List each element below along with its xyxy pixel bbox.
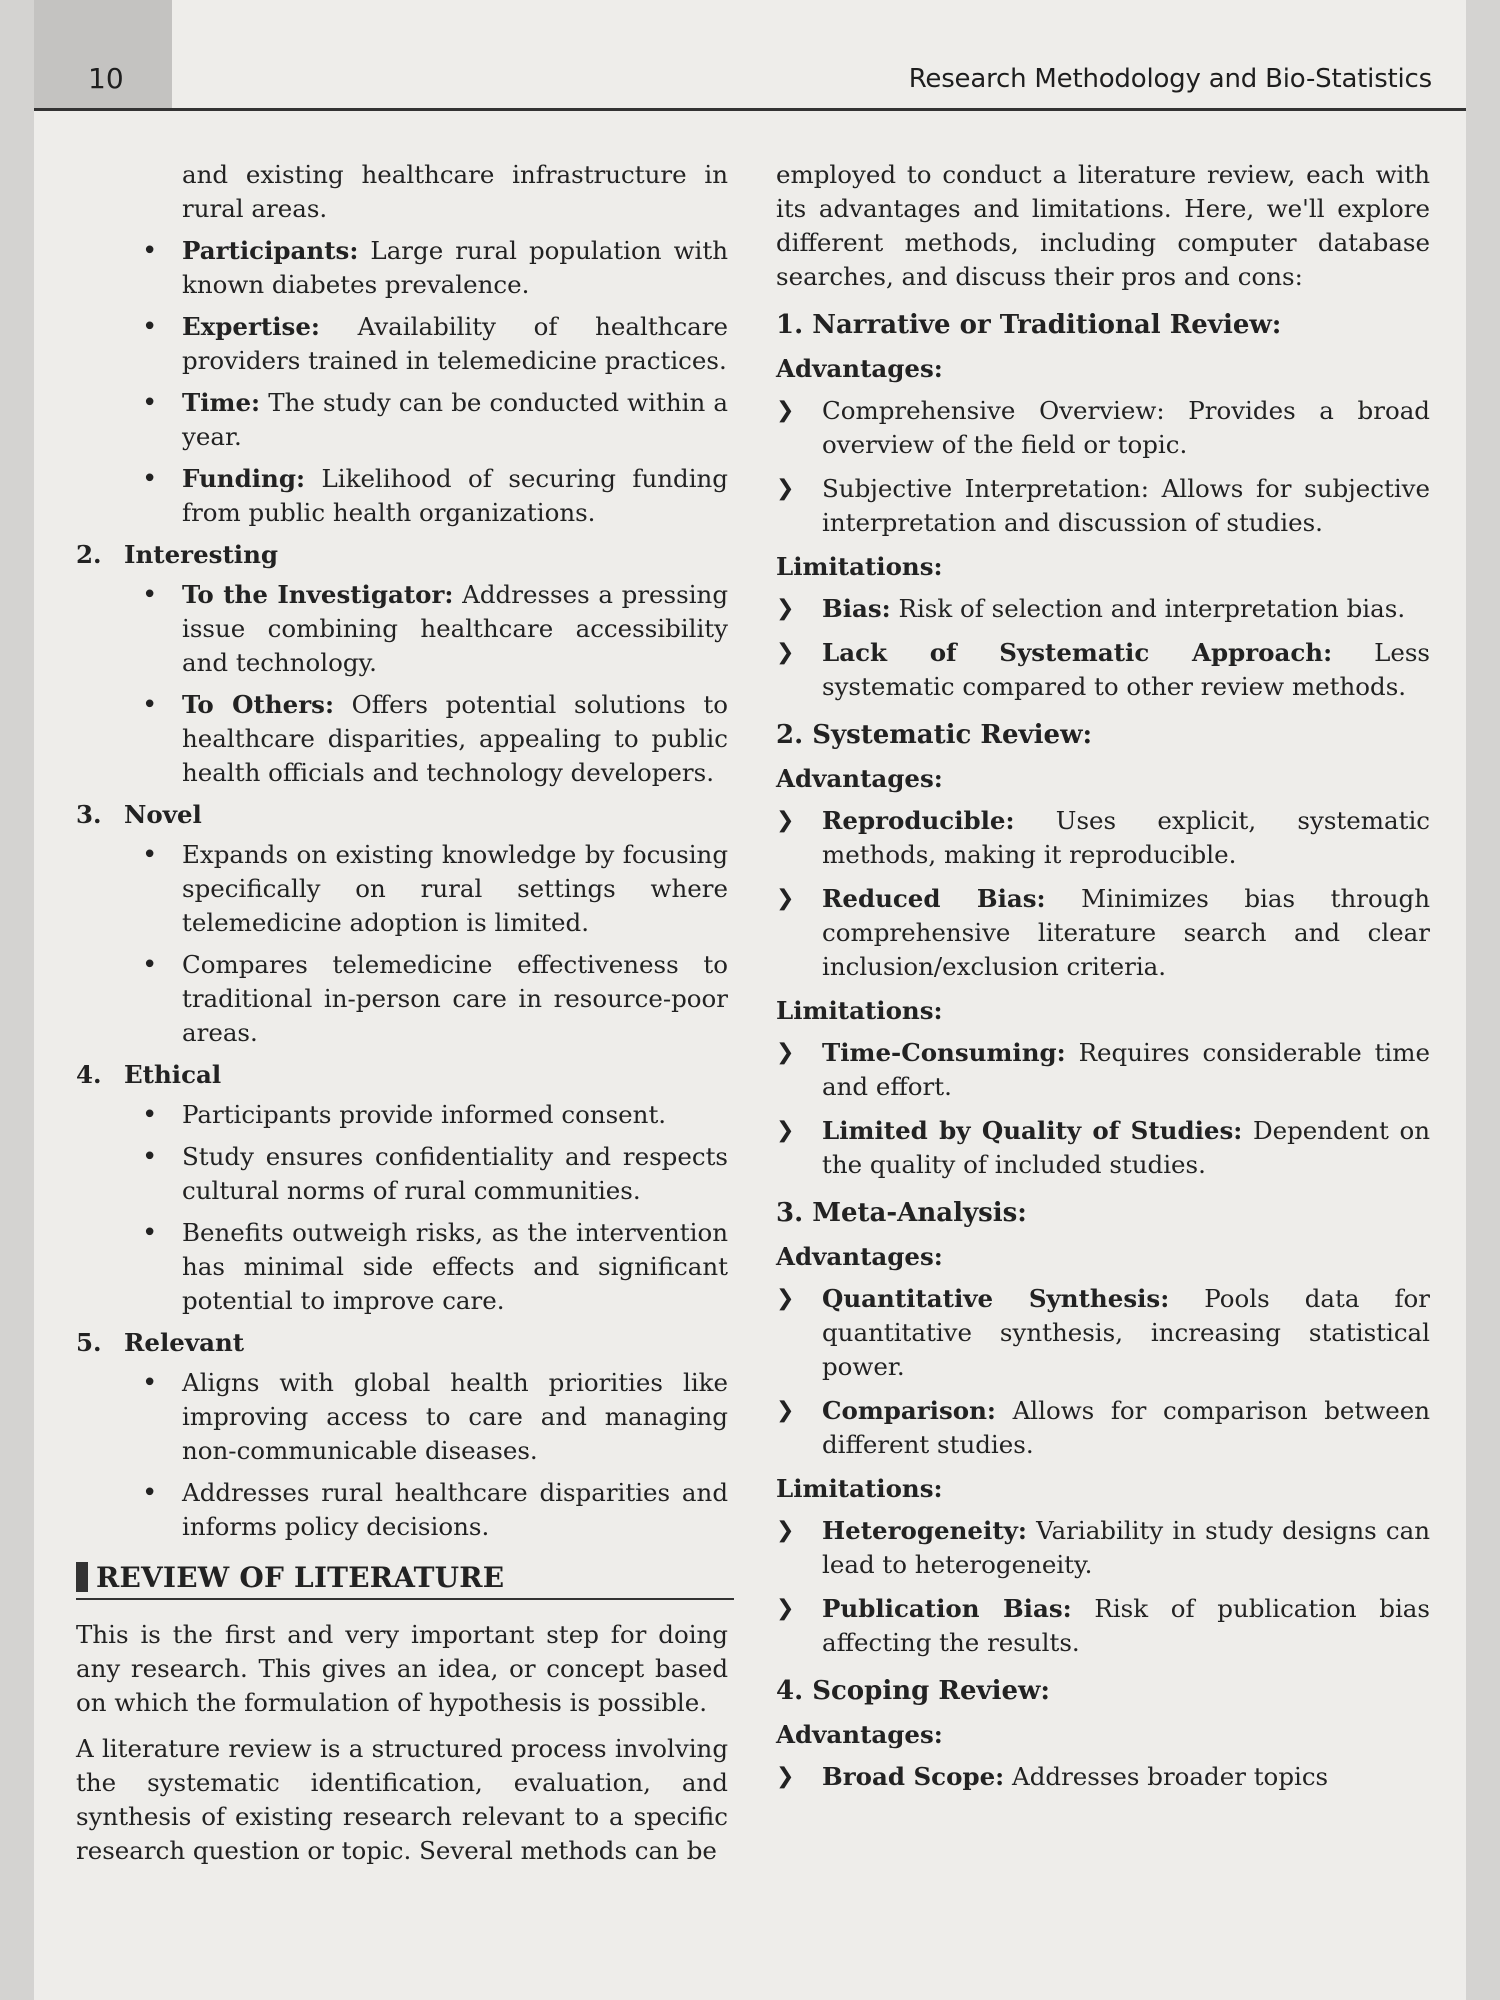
arrow-icon: ❯ xyxy=(776,1118,795,1143)
paragraph: This is the first and very important step for doing any research. This gives an idea, or concept based on which the formulation of hypothesis is possible. xyxy=(76,1620,728,1717)
list-item: ❯ Subjective Interpretation: Allows for subjective interpretation and discussion of studies. xyxy=(776,474,1430,537)
paragraph: A literature review is a structured process involving the systematic identification, evaluation, and synthesis of existing research relevant to a specific research question or topic. Several methods can be xyxy=(76,1734,728,1865)
arrow-icon: ❯ xyxy=(776,808,795,833)
meta-limitations-list xyxy=(776,1514,1430,1660)
list-item: ❯ Bias: Risk of selection and interpretation bias. xyxy=(822,592,1430,626)
novel-bullet-list xyxy=(142,838,728,1050)
list-item: ❯ Reduced Bias: Minimizes bias through comprehensive literature search and clear inclusion/exclusion criteria. xyxy=(776,884,1430,981)
meta-advantages-list xyxy=(776,1282,1430,1462)
limitations-label: Limitations: xyxy=(776,1474,943,1503)
list-item: • Participants: Large rural population with known diabetes prevalence. xyxy=(142,236,728,299)
systematic-advantages-list xyxy=(776,804,1430,984)
systematic-limitations-list xyxy=(776,1036,1430,1182)
list-item: ❯ Quantitative Synthesis: Pools data for quantitative synthesis, increasing statistical power. xyxy=(776,1284,1430,1381)
heading-relevant: 5. Relevant xyxy=(76,1328,245,1357)
right-column xyxy=(776,158,1430,1804)
limitations-label: Limitations: xyxy=(776,552,943,581)
ethical-bullet-list xyxy=(142,1098,728,1318)
heading-meta-analysis: 3. Meta-Analysis: xyxy=(776,1198,1027,1228)
list-item: ❯ Limited by Quality of Studies: Dependent on the quality of included studies. xyxy=(776,1116,1430,1179)
continuation-text: and existing healthcare infrastructure in rural areas. xyxy=(182,160,728,223)
left-column xyxy=(76,158,728,1880)
heading-scoping-review: 4. Scoping Review: xyxy=(776,1676,1050,1706)
running-title: Research Methodology and Bio-Statistics xyxy=(908,64,1432,94)
arrow-icon: ❯ xyxy=(776,476,795,501)
narrative-advantages-list xyxy=(776,394,1430,540)
list-item: • Addresses rural healthcare disparities and informs policy decisions. xyxy=(142,1478,728,1541)
heading-ethical: 4. Ethical xyxy=(76,1060,222,1089)
narrative-limitations-list xyxy=(776,592,1430,704)
arrow-icon: ❯ xyxy=(776,886,795,911)
list-item: • Expertise: Availability of healthcare providers trained in telemedicine practices. xyxy=(142,312,728,375)
section-title: REVIEW OF LITERATURE xyxy=(76,1558,734,1600)
list-item: ❯ Broad Scope: Addresses broader topics xyxy=(822,1760,1430,1794)
limitations-label: Limitations: xyxy=(776,996,943,1025)
page-number: 10 xyxy=(88,62,124,95)
list-item: • Compares telemedicine effectiveness to traditional in-person care in resource-poor areas. xyxy=(142,950,728,1047)
list-item: ❯ Time-Consuming: Requires considerable time and effort. xyxy=(776,1038,1430,1101)
interesting-bullet-list xyxy=(142,578,728,790)
list-item: • Time: The study can be conducted within a year. xyxy=(142,388,728,451)
advantages-label: Advantages: xyxy=(776,1720,943,1749)
page-number-tab xyxy=(34,0,172,108)
list-item: • Participants provide informed consent. xyxy=(142,1100,667,1130)
heading-interesting: 2. Interesting xyxy=(76,540,279,569)
advantages-label: Advantages: xyxy=(776,764,943,793)
header-rule xyxy=(34,108,1466,111)
arrow-icon: ❯ xyxy=(776,1596,795,1621)
arrow-icon: ❯ xyxy=(776,1040,795,1065)
list-item: • To the Investigator: Addresses a pressing issue combining healthcare accessibility and technology. xyxy=(142,580,728,677)
advantages-label: Advantages: xyxy=(776,1242,943,1271)
paragraph: employed to conduct a literature review, each with its advantages and limitations. Here, we'll explore different methods, including computer database searches, and discuss their pros and cons: xyxy=(776,160,1430,291)
list-item: • Expands on existing knowledge by focusing specifically on rural settings where telemedicine adoption is limited. xyxy=(142,840,728,937)
arrow-icon: ❯ xyxy=(776,640,795,665)
feasible-bullet-list xyxy=(142,234,728,530)
arrow-icon: ❯ xyxy=(776,1286,795,1311)
book-page xyxy=(34,0,1466,2000)
list-item: ❯ Heterogeneity: Variability in study designs can lead to heterogeneity. xyxy=(776,1516,1430,1579)
list-item: ❯ Reproducible: Uses explicit, systematic methods, making it reproducible. xyxy=(776,806,1430,869)
list-item: ❯ Lack of Systematic Approach: Less systematic compared to other review methods. xyxy=(776,638,1430,701)
list-item: ❯ Comprehensive Overview: Provides a broad overview of the field or topic. xyxy=(776,396,1430,459)
arrow-icon: ❯ xyxy=(776,1398,795,1423)
section-marker xyxy=(76,1562,88,1592)
heading-systematic-review: 2. Systematic Review: xyxy=(776,720,1093,750)
list-item: • Aligns with global health priorities like improving access to care and managing non-communicable diseases. xyxy=(142,1368,728,1465)
scoping-advantages-list xyxy=(776,1760,1430,1794)
list-item: • Study ensures confidentiality and respects cultural norms of rural communities. xyxy=(142,1142,728,1205)
heading-novel: 3. Novel xyxy=(76,800,202,829)
list-item: ❯ Comparison: Allows for comparison between different studies. xyxy=(776,1396,1430,1459)
relevant-bullet-list xyxy=(142,1366,728,1544)
arrow-icon: ❯ xyxy=(776,1518,795,1543)
arrow-icon: ❯ xyxy=(776,398,795,423)
list-item: • To Others: Offers potential solutions to healthcare disparities, appealing to public health officials and technology developers. xyxy=(142,690,728,787)
list-item: • Benefits outweigh risks, as the intervention has minimal side effects and significant potential to improve care. xyxy=(142,1218,728,1315)
list-item: • Funding: Likelihood of securing funding from public health organizations. xyxy=(142,464,728,527)
arrow-icon: ❯ xyxy=(776,596,795,621)
advantages-label: Advantages: xyxy=(776,354,943,383)
heading-narrative-review: 1. Narrative or Traditional Review: xyxy=(776,310,1282,340)
list-item: ❯ Publication Bias: Risk of publication bias affecting the results. xyxy=(776,1594,1430,1657)
arrow-icon: ❯ xyxy=(776,1764,795,1789)
